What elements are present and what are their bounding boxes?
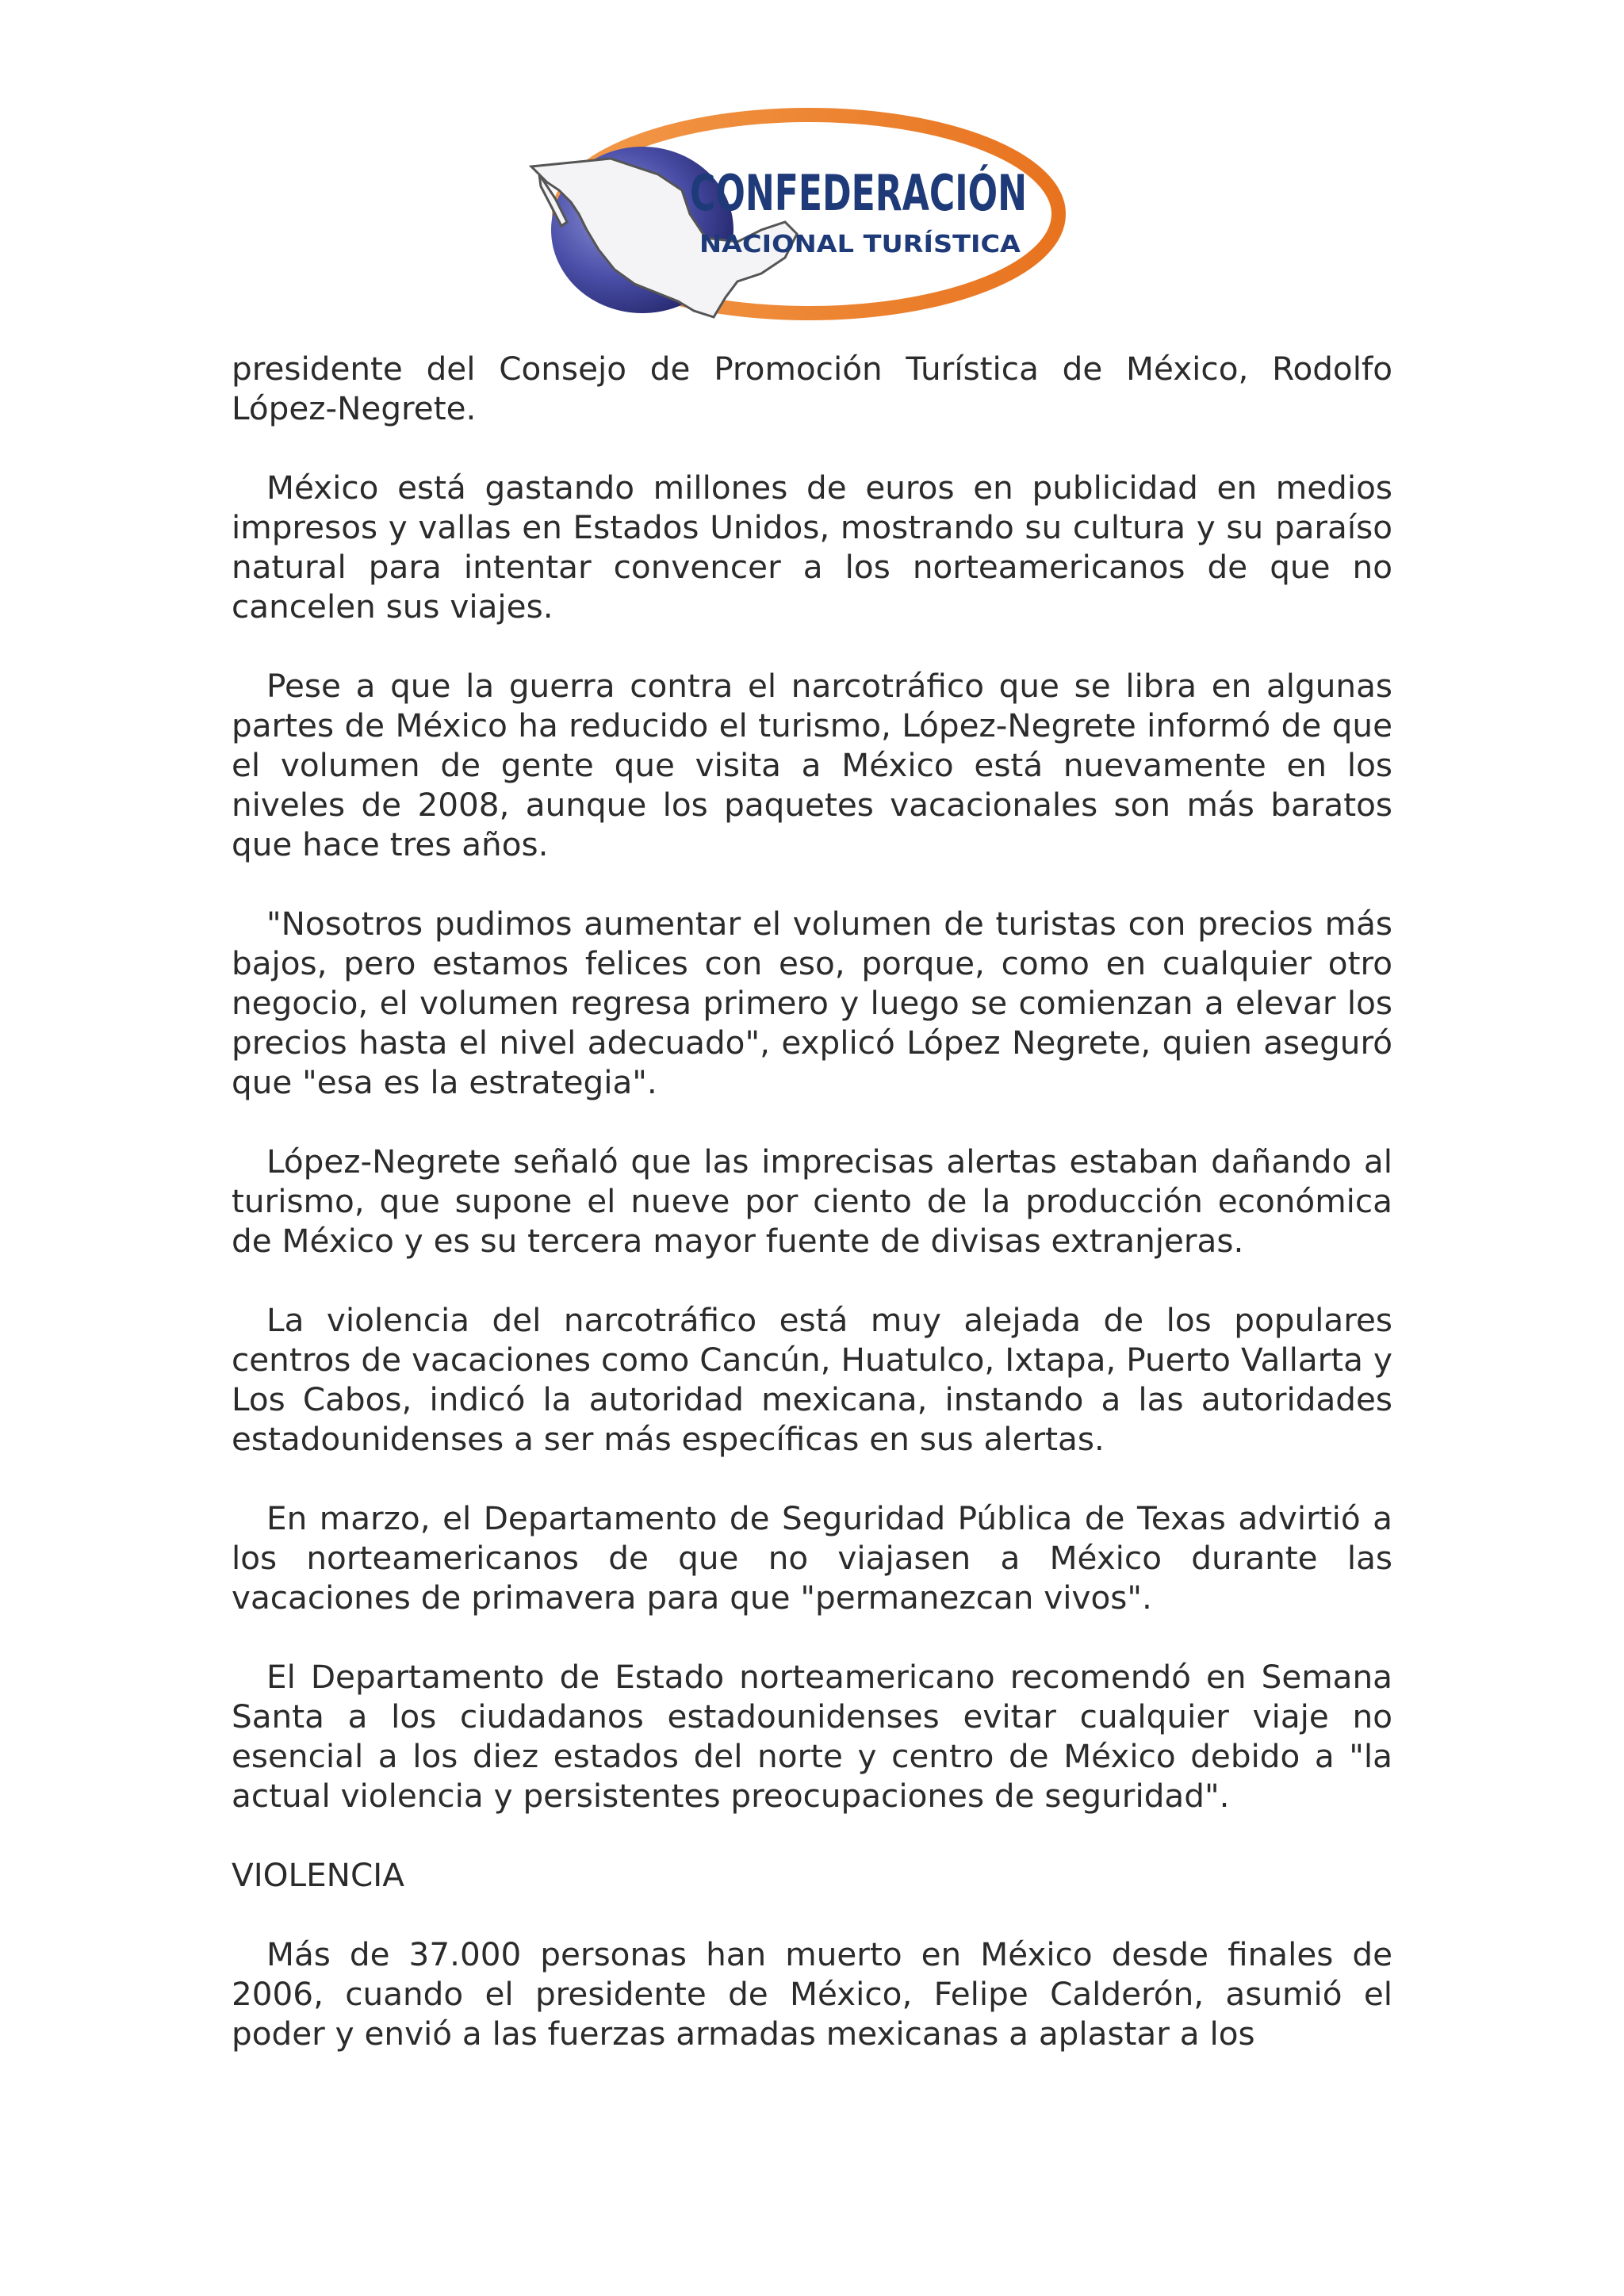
paragraph: Más de 37.000 personas han muerto en México desde finales de 2006, cuando el presidente de México, Felipe Calderón, asumió el poder y envió a las fuerzas armadas mexicanas a aplastar a los <box>232 1935 1392 2053</box>
section-heading: VIOLENCIA <box>232 1856 404 1894</box>
paragraph: El Departamento de Estado norteamericano recomendó en Semana Santa a los ciudadanos estadounidenses evitar cualquier viaje no esencial a los diez estados del norte y centro de México debido a "la actual violencia y persistentes preocupaciones de seguridad". <box>232 1658 1392 1815</box>
logo-subtitle: NACIONAL TURÍSTICA <box>699 231 987 258</box>
paragraph: México está gastando millones de euros en publicidad en medios impresos y vallas en Estados Unidos, mostrando su cultura y su paraíso natural para intentar convencer a los norteamericanos de que no cancelen sus viajes. <box>232 469 1392 626</box>
paragraph: Pese a que la guerra contra el narcotráfico que se libra en algunas partes de México ha reducido el turismo, López-Negrete informó de que el volumen de gente que visita a México está nuevamente en los niveles de 2008, aunque los paquetes vacacionales son más baratos que hace tres años. <box>232 667 1392 863</box>
document-body <box>232 349 1392 2093</box>
paragraph: La violencia del narcotráfico está muy alejada de los populares centros de vacaciones como Cancún, Huatulco, Ixtapa, Puerto Vallarta y Los Cabos, indicó la autoridad mexicana, instando a las autoridades estadounidenses a ser más específicas en sus alertas. <box>232 1301 1392 1458</box>
paragraph: López-Negrete señaló que las imprecisas alertas estaban dañando al turismo, que supone el nueve por ciento de la producción económica de México y es su tercera mayor fuente de divisas extranjeras. <box>232 1142 1392 1260</box>
confederacion-logo <box>523 103 1078 341</box>
paragraph: presidente del Consejo de Promoción Turística de México, Rodolfo López-Negrete. <box>232 350 1392 427</box>
paragraph: "Nosotros pudimos aumentar el volumen de turistas con precios más bajos, pero estamos felices con eso, porque, como en cualquier otro negocio, el volumen regresa primero y luego se comienzan a elevar los precios hasta el nivel adecuado", explicó López Negrete, quien aseguró que "esa es la estrategia". <box>232 905 1392 1101</box>
paragraph: En marzo, el Departamento de Seguridad Pública de Texas advirtió a los norteamericanos de que no viajasen a México durante las vacaciones de primavera para que "permanezcan vivos". <box>232 1499 1392 1617</box>
logo-title: CONFEDERACIÓN <box>690 164 1027 222</box>
